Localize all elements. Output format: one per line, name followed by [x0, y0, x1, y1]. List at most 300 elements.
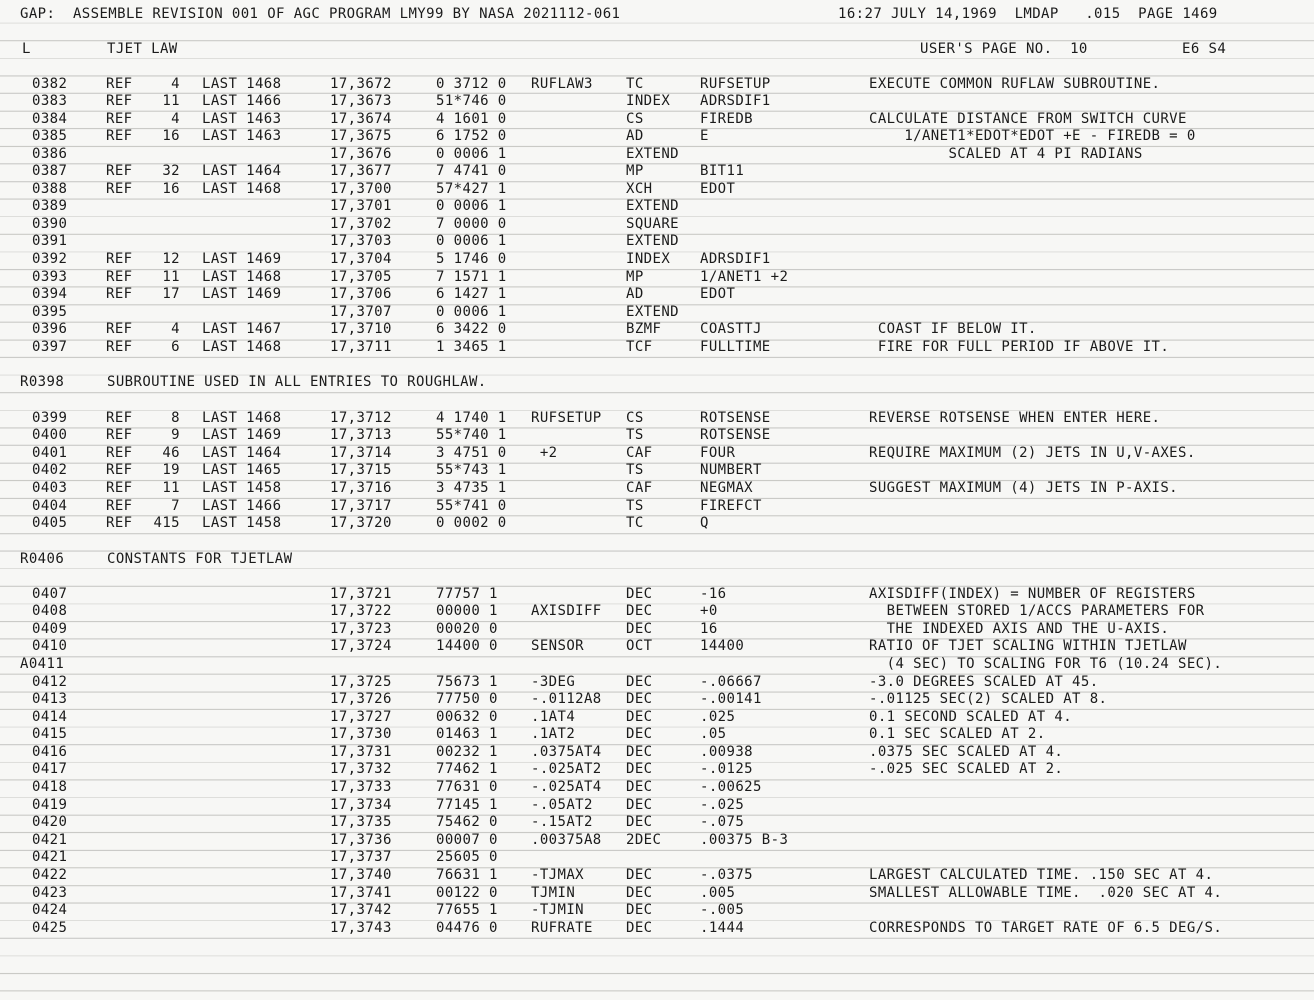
listing-row: [0, 162, 1314, 180]
line-number: 0424: [32, 902, 68, 918]
line-number: 0401: [32, 445, 68, 461]
opcode: DEC: [626, 586, 653, 602]
contents: 3 4751 0: [436, 445, 507, 461]
address: 17,3726: [330, 691, 392, 707]
listing-row: [0, 743, 1314, 761]
address: 17,3674: [330, 111, 392, 127]
opcode: XCH: [626, 181, 653, 197]
symbol-label: .0375AT4: [531, 744, 602, 760]
line-number: 0410: [32, 638, 68, 654]
line-number: 0405: [32, 515, 68, 531]
contents: 76631 1: [436, 867, 498, 883]
address: 17,3732: [330, 761, 392, 777]
last-page: LAST 1469: [202, 286, 282, 302]
remark-row: [0, 550, 1314, 568]
address: 17,3704: [330, 251, 392, 267]
contents: 04476 0: [436, 920, 498, 936]
last-page: LAST 1469: [202, 251, 282, 267]
symbol-label: -.025AT2: [531, 761, 602, 777]
address: 17,3702: [330, 216, 392, 232]
address: 17,3716: [330, 480, 392, 496]
listing-row: [0, 655, 1314, 673]
contents: 51*746 0: [436, 93, 507, 109]
contents: 75462 0: [436, 814, 498, 830]
last-page: LAST 1469: [202, 427, 282, 443]
address: 17,3742: [330, 902, 392, 918]
address: 17,3735: [330, 814, 392, 830]
listing-row: [0, 197, 1314, 215]
opcode: EXTEND: [626, 198, 679, 214]
line-number: 0382: [32, 76, 68, 92]
listing-row: [0, 461, 1314, 479]
line-number: 0412: [32, 674, 68, 690]
listing-row: [0, 831, 1314, 849]
contents: 55*741 0: [436, 498, 507, 514]
listing-row: [0, 409, 1314, 427]
operand: FIREFCT: [700, 498, 762, 514]
opcode: CS: [626, 410, 644, 426]
comment: AXISDIFF(INDEX) = NUMBER OF REGISTERS: [869, 586, 1196, 602]
line-number: A0411: [20, 656, 65, 672]
line-number: 0418: [32, 779, 68, 795]
listing-row: [0, 426, 1314, 444]
opcode: TS: [626, 462, 644, 478]
listing-row: [0, 110, 1314, 128]
operand: 16: [700, 621, 718, 637]
ref-keyword: REF: [106, 93, 133, 109]
listing-row: [0, 919, 1314, 937]
line-number: 0416: [32, 744, 68, 760]
operand: E: [700, 128, 709, 144]
comment: RATIO OF TJET SCALING WITHIN TJETLAW: [869, 638, 1187, 654]
symbol-label: +2: [531, 445, 558, 461]
address: 17,3725: [330, 674, 392, 690]
contents: 0 0006 1: [436, 198, 507, 214]
line-number: 0392: [32, 251, 68, 267]
address: 17,3731: [330, 744, 392, 760]
contents: 77462 1: [436, 761, 498, 777]
address: 17,3734: [330, 797, 392, 813]
last-page: LAST 1468: [202, 181, 282, 197]
contents: 4 1740 1: [436, 410, 507, 426]
operand: ROTSENSE: [700, 410, 771, 426]
line-number: 0407: [32, 586, 68, 602]
ref-keyword: REF: [106, 410, 133, 426]
ref-count: 16: [162, 128, 180, 144]
contents: 25605 0: [436, 849, 498, 865]
ref-count: 4: [171, 321, 180, 337]
listing-row: [0, 232, 1314, 250]
ref-keyword: REF: [106, 181, 133, 197]
listing-row: [0, 479, 1314, 497]
ref-keyword: REF: [106, 321, 133, 337]
address: 17,3736: [330, 832, 392, 848]
line-number: 0400: [32, 427, 68, 443]
operand: NEGMAX: [700, 480, 753, 496]
opcode: DEC: [626, 814, 653, 830]
comment: SUGGEST MAXIMUM (4) JETS IN P-AXIS.: [869, 480, 1179, 496]
address: 17,3676: [330, 146, 392, 162]
contents: 7 1571 1: [436, 269, 507, 285]
last-page: LAST 1468: [202, 410, 282, 426]
opcode: MP: [626, 163, 644, 179]
symbol-label: TJMIN: [531, 885, 576, 901]
remark-text: SUBROUTINE USED IN ALL ENTRIES TO ROUGHLAW.: [107, 374, 487, 390]
address: 17,3672: [330, 76, 392, 92]
address: 17,3673: [330, 93, 392, 109]
symbol-label: -.0112A8: [531, 691, 602, 707]
symbol-label: -TJMAX: [531, 867, 584, 883]
operand: .1444: [700, 920, 745, 936]
address: 17,3743: [330, 920, 392, 936]
operand: -.00625: [700, 779, 762, 795]
opcode: EXTEND: [626, 146, 679, 162]
opcode: AD: [626, 286, 644, 302]
symbol-label: .1AT4: [531, 709, 576, 725]
last-page: LAST 1464: [202, 163, 282, 179]
listing-row: [0, 250, 1314, 268]
contents: 7 0000 0: [436, 216, 507, 232]
line-number: 0403: [32, 480, 68, 496]
ref-keyword: REF: [106, 111, 133, 127]
listing-row: [0, 268, 1314, 286]
operand: .00375 B-3: [700, 832, 789, 848]
ref-keyword: REF: [106, 128, 133, 144]
opcode: DEC: [626, 726, 653, 742]
operand: BIT11: [700, 163, 745, 179]
opcode: 2DEC: [626, 832, 662, 848]
contents: 5 1746 0: [436, 251, 507, 267]
listing-row: [0, 92, 1314, 110]
comment: -3.0 DEGREES SCALED AT 45.: [869, 674, 1099, 690]
operand: .00938: [700, 744, 753, 760]
ref-count: 19: [162, 462, 180, 478]
listing-row: [0, 145, 1314, 163]
contents: 77750 0: [436, 691, 498, 707]
address: 17,3707: [330, 304, 392, 320]
contents: 75673 1: [436, 674, 498, 690]
subheader-title: TJET LAW: [107, 41, 178, 57]
ref-count: 11: [162, 93, 180, 109]
opcode: DEC: [626, 674, 653, 690]
symbol-label: .00375A8: [531, 832, 602, 848]
comment: REVERSE ROTSENSE WHEN ENTER HERE.: [869, 410, 1161, 426]
listing-row: [0, 215, 1314, 233]
ref-keyword: REF: [106, 269, 133, 285]
opcode: TS: [626, 427, 644, 443]
ref-count: 12: [162, 251, 180, 267]
contents: 77145 1: [436, 797, 498, 813]
subheader-label: L: [22, 41, 31, 57]
address: 17,3677: [330, 163, 392, 179]
opcode: TCF: [626, 339, 653, 355]
line-number: 0404: [32, 498, 68, 514]
comment: LARGEST CALCULATED TIME. .150 SEC AT 4.: [869, 867, 1214, 883]
listing-row: [0, 725, 1314, 743]
address: 17,3720: [330, 515, 392, 531]
address: 17,3723: [330, 621, 392, 637]
address: 17,3710: [330, 321, 392, 337]
last-page: LAST 1458: [202, 480, 282, 496]
line-number: 0422: [32, 867, 68, 883]
operand: EDOT: [700, 286, 736, 302]
line-number: 0413: [32, 691, 68, 707]
operand: RUFSETUP: [700, 76, 771, 92]
symbol-label: -.15AT2: [531, 814, 593, 830]
ref-count: 32: [162, 163, 180, 179]
comment: CORRESPONDS TO TARGET RATE OF 6.5 DEG/S.: [869, 920, 1223, 936]
ref-keyword: REF: [106, 445, 133, 461]
ref-count: 7: [171, 498, 180, 514]
ref-count: 8: [171, 410, 180, 426]
listing-row: [0, 497, 1314, 515]
listing-row: [0, 444, 1314, 462]
contents: 6 3422 0: [436, 321, 507, 337]
ref-count: 46: [162, 445, 180, 461]
address: 17,3737: [330, 849, 392, 865]
last-page: LAST 1468: [202, 269, 282, 285]
address: 17,3705: [330, 269, 392, 285]
contents: 14400 0: [436, 638, 498, 654]
last-page: LAST 1466: [202, 498, 282, 514]
contents: 00122 0: [436, 885, 498, 901]
comment: SMALLEST ALLOWABLE TIME. .020 SEC AT 4.: [869, 885, 1223, 901]
comment: REQUIRE MAXIMUM (2) JETS IN U,V-AXES.: [869, 445, 1196, 461]
operand: ADRSDIF1: [700, 93, 771, 109]
opcode: CS: [626, 111, 644, 127]
address: 17,3701: [330, 198, 392, 214]
listing-row: [0, 813, 1314, 831]
last-page: LAST 1458: [202, 515, 282, 531]
contents: 77655 1: [436, 902, 498, 918]
line-number: 0393: [32, 269, 68, 285]
remark-number: R0406: [20, 551, 65, 567]
opcode: DEC: [626, 621, 653, 637]
line-number: 0419: [32, 797, 68, 813]
line-number: 0387: [32, 163, 68, 179]
listing-row: [0, 602, 1314, 620]
line-number: 0391: [32, 233, 68, 249]
opcode: DEC: [626, 779, 653, 795]
ref-keyword: REF: [106, 498, 133, 514]
opcode: AD: [626, 128, 644, 144]
contents: 0 0006 1: [436, 304, 507, 320]
opcode: DEC: [626, 691, 653, 707]
listing-row: [0, 620, 1314, 638]
header-right: 16:27 JULY 14,1969 LMDAP .015 PAGE 1469: [838, 6, 1218, 22]
address: 17,3727: [330, 709, 392, 725]
comment: EXECUTE COMMON RUFLAW SUBROUTINE.: [869, 76, 1161, 92]
address: 17,3724: [330, 638, 392, 654]
address: 17,3721: [330, 586, 392, 602]
opcode: EXTEND: [626, 304, 679, 320]
listing-row: [0, 127, 1314, 145]
operand: +0: [700, 603, 718, 619]
contents: 3 4735 1: [436, 480, 507, 496]
symbol-label: AXISDIFF: [531, 603, 602, 619]
line-number: 0383: [32, 93, 68, 109]
listing-row: [0, 338, 1314, 356]
symbol-label: RUFSETUP: [531, 410, 602, 426]
line-number: 0402: [32, 462, 68, 478]
comment: BETWEEN STORED 1/ACCS PARAMETERS FOR: [869, 603, 1205, 619]
address: 17,3722: [330, 603, 392, 619]
operand: Q: [700, 515, 709, 531]
opcode: DEC: [626, 744, 653, 760]
opcode: DEC: [626, 761, 653, 777]
line-number: 0420: [32, 814, 68, 830]
symbol-label: -.025AT4: [531, 779, 602, 795]
address: 17,3717: [330, 498, 392, 514]
address: 17,3700: [330, 181, 392, 197]
operand: -.0125: [700, 761, 753, 777]
comment: 0.1 SEC SCALED AT 2.: [869, 726, 1046, 742]
line-number: 0409: [32, 621, 68, 637]
address: 17,3730: [330, 726, 392, 742]
listing-row: [0, 303, 1314, 321]
operand: -.00141: [700, 691, 762, 707]
operand: .025: [700, 709, 736, 725]
opcode: CAF: [626, 445, 653, 461]
comment: .0375 SEC SCALED AT 4.: [869, 744, 1064, 760]
address: 17,3713: [330, 427, 392, 443]
operand: .05: [700, 726, 727, 742]
ref-count: 16: [162, 181, 180, 197]
opcode: DEC: [626, 797, 653, 813]
address: 17,3715: [330, 462, 392, 478]
comment: THE INDEXED AXIS AND THE U-AXIS.: [869, 621, 1170, 637]
comment: -.01125 SEC(2) SCALED AT 8.: [869, 691, 1108, 707]
contents: 55*743 1: [436, 462, 507, 478]
comment: SCALED AT 4 PI RADIANS: [869, 146, 1143, 162]
opcode: TC: [626, 76, 644, 92]
operand: 1/ANET1 +2: [700, 269, 789, 285]
listing-row: [0, 848, 1314, 866]
last-page: LAST 1464: [202, 445, 282, 461]
ref-keyword: REF: [106, 480, 133, 496]
listing-row: [0, 320, 1314, 338]
last-page: LAST 1466: [202, 93, 282, 109]
opcode: OCT: [626, 638, 653, 654]
last-page: LAST 1463: [202, 111, 282, 127]
line-number: 0415: [32, 726, 68, 742]
line-number: 0385: [32, 128, 68, 144]
operand: NUMBERT: [700, 462, 762, 478]
line-number: 0384: [32, 111, 68, 127]
line-number: 0425: [32, 920, 68, 936]
line-number: 0394: [32, 286, 68, 302]
operand: FOUR: [700, 445, 736, 461]
contents: 00000 1: [436, 603, 498, 619]
ref-count: 4: [171, 111, 180, 127]
contents: 0 3712 0: [436, 76, 507, 92]
ref-keyword: REF: [106, 76, 133, 92]
comment: COAST IF BELOW IT.: [869, 321, 1037, 337]
remark-text: CONSTANTS FOR TJETLAW: [107, 551, 293, 567]
line-number: 0386: [32, 146, 68, 162]
opcode: CAF: [626, 480, 653, 496]
opcode: DEC: [626, 920, 653, 936]
listing-row: [0, 585, 1314, 603]
contents: 7 4741 0: [436, 163, 507, 179]
last-page: LAST 1468: [202, 76, 282, 92]
ref-keyword: REF: [106, 286, 133, 302]
listing-row: [0, 637, 1314, 655]
contents: 00232 1: [436, 744, 498, 760]
line-number: 0421: [32, 849, 68, 865]
address: 17,3740: [330, 867, 392, 883]
opcode: MP: [626, 269, 644, 285]
comment: 1/ANET1*EDOT*EDOT +E - FIREDB = 0: [869, 128, 1196, 144]
operand: -.0375: [700, 867, 753, 883]
operand: EDOT: [700, 181, 736, 197]
operand: -.06667: [700, 674, 762, 690]
line-number: 0417: [32, 761, 68, 777]
opcode: DEC: [626, 603, 653, 619]
ref-keyword: REF: [106, 462, 133, 478]
opcode: BZMF: [626, 321, 662, 337]
listing-row: [0, 901, 1314, 919]
ref-count: 4: [171, 76, 180, 92]
ref-count: 9: [171, 427, 180, 443]
address: 17,3675: [330, 128, 392, 144]
last-page: LAST 1468: [202, 339, 282, 355]
ref-keyword: REF: [106, 515, 133, 531]
operand: FIREDB: [700, 111, 753, 127]
symbol-label: RUFLAW3: [531, 76, 593, 92]
operand: ADRSDIF1: [700, 251, 771, 267]
contents: 0 0006 1: [436, 233, 507, 249]
address: 17,3703: [330, 233, 392, 249]
address: 17,3714: [330, 445, 392, 461]
contents: 0 0006 1: [436, 146, 507, 162]
ref-count: 6: [171, 339, 180, 355]
contents: 55*740 1: [436, 427, 507, 443]
listing-row: [0, 866, 1314, 884]
listing-row: [0, 673, 1314, 691]
operand: -.005: [700, 902, 745, 918]
opcode: SQUARE: [626, 216, 679, 232]
remark-number: R0398: [20, 374, 65, 390]
ref-keyword: REF: [106, 427, 133, 443]
operand: .005: [700, 885, 736, 901]
comment: CALCULATE DISTANCE FROM SWITCH CURVE: [869, 111, 1187, 127]
contents: 00020 0: [436, 621, 498, 637]
line-number: 0414: [32, 709, 68, 725]
ref-count: 11: [162, 269, 180, 285]
listing-row: [0, 778, 1314, 796]
opcode: DEC: [626, 709, 653, 725]
symbol-label: -3DEG: [531, 674, 576, 690]
ref-count: 415: [153, 515, 180, 531]
opcode: INDEX: [626, 93, 671, 109]
contents: 6 1752 0: [436, 128, 507, 144]
comment: FIRE FOR FULL PERIOD IF ABOVE IT.: [869, 339, 1170, 355]
contents: 4 1601 0: [436, 111, 507, 127]
last-page: LAST 1465: [202, 462, 282, 478]
opcode: TS: [626, 498, 644, 514]
contents: 0 0002 0: [436, 515, 507, 531]
contents: 57*427 1: [436, 181, 507, 197]
symbol-label: -.05AT2: [531, 797, 593, 813]
listing-row: [0, 708, 1314, 726]
last-page: LAST 1463: [202, 128, 282, 144]
opcode: TC: [626, 515, 644, 531]
symbol-label: .1AT2: [531, 726, 576, 742]
contents: 00632 0: [436, 709, 498, 725]
opcode: INDEX: [626, 251, 671, 267]
operand: -16: [700, 586, 727, 602]
